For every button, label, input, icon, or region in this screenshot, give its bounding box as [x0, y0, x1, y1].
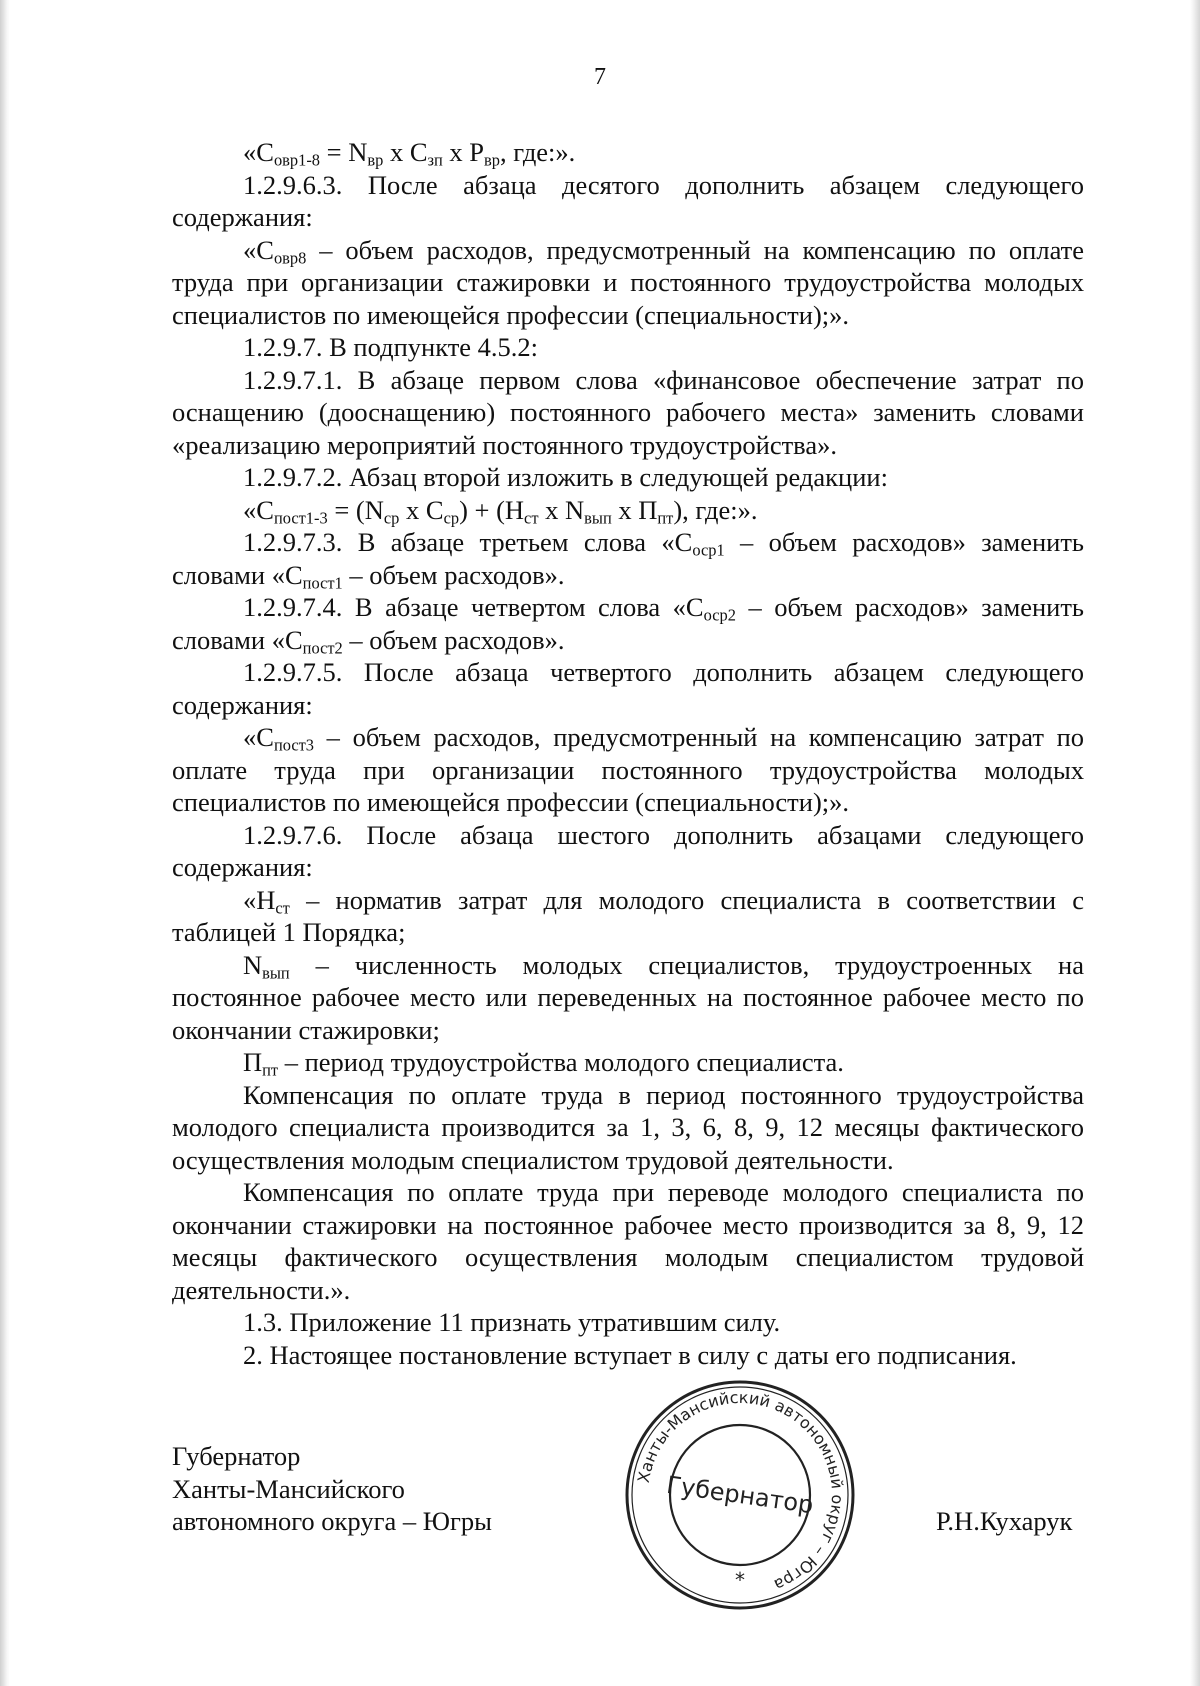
subscript: вр	[484, 150, 501, 170]
paragraph: 1.2.9.7.5. После абзаца четвертого дополнить абзацем следующего содержания:	[172, 657, 1084, 720]
subscript: вып	[262, 963, 290, 983]
paragraph: «$Н_{ст}$ – норматив затрат для молодого специалиста в соответствии с таблицей 1 Порядка;	[172, 884, 1084, 947]
seal-star-icon: *	[735, 1568, 745, 1592]
paragraph: «$С_{овр1-8} = N_{вр}$ x $С_{зп}$ x $Р_{вр}$, где:».	[243, 137, 576, 170]
subscript: ср	[383, 508, 400, 528]
official-seal	[620, 1375, 860, 1615]
subscript: ср	[443, 508, 460, 528]
signatory-position-line: Ханты-Мансийского	[172, 1473, 405, 1504]
paragraph: Компенсация по оплате труда при переводе молодого специалиста по окончании стажировки на постоянное рабочее место производится за 8, 9, 12 месяцы фактического осуществления молодым специалистом трудовой деятельности.».	[172, 1177, 1084, 1305]
paragraph: 1.2.9.7.4. В абзаце четвертом слова «$С_{оср2}$ – объем расходов» заменить словами «$С_{пост2}$ – объем расходов».	[172, 592, 1085, 658]
paragraph: «$С_{пост3}$ – объем расходов, предусмотренный на компенсацию затрат по оплате труда при организации постоянного трудоустройства молодых специалистов по имеющейся профессии (специальности);».	[172, 722, 1084, 817]
scan-edge-left	[0, 0, 10, 1686]
paragraph: 1.3. Приложение 11 признать утратившим силу.	[243, 1307, 781, 1337]
subscript: вып	[584, 508, 612, 528]
paragraph: 1.2.9.6.3. После абзаца десятого дополнить абзацем следующего содержания:	[172, 169, 1084, 232]
subscript: оср2	[703, 605, 736, 625]
paragraph: 1.2.9.7.1. В абзаце первом слова «финансовое обеспечение затрат по оснащению (дооснащению) постоянного рабочего места» заменить словами «реализацию мероприятий постоянного трудоустройства».	[172, 364, 1084, 460]
document-body	[172, 136, 1084, 1371]
subscript: пт	[657, 508, 674, 528]
subscript: пт	[262, 1060, 279, 1080]
signatory-position	[172, 1440, 492, 1538]
seal-center-text: Губернатор	[664, 1470, 816, 1520]
paragraph: «$С_{пост1-3} = (N_{ср}$ x $С_{ср}) + (Н_{ст}$ x $N_{вып}$ x $П_{пт}$), где:».	[243, 494, 758, 528]
signatory-position-line: Губернатор	[172, 1441, 301, 1471]
signatory-name: Р.Н.Кухарук	[936, 1506, 1073, 1536]
subscript: пост1	[302, 573, 343, 593]
paragraph: $П_{пт}$ – период трудоустройства молодого специалиста.	[243, 1047, 844, 1080]
paragraph: 1.2.9.7.6. После абзаца шестого дополнить абзацами следующего содержания:	[172, 819, 1084, 882]
signatory-position-line: автономного округа – Югры	[172, 1506, 492, 1536]
subscript: пост1-3	[273, 508, 328, 528]
subscript: ст	[275, 898, 290, 918]
subscript: зп	[427, 150, 443, 170]
subscript: оср1	[692, 540, 725, 560]
paragraph: 2. Настоящее постановление вступает в силу с даты его подписания.	[243, 1339, 1017, 1370]
paragraph: $N_{вып}$ – численность молодых специалистов, трудоустроенных на постоянное рабочее место или переведенных на постоянное рабочее место по окончании стажировки;	[172, 949, 1084, 1045]
paragraph: 1.2.9.7. В подпункте 4.5.2:	[243, 332, 539, 362]
paragraph: Компенсация по оплате труда в период постоянного трудоустройства молодого специалиста производится за 1, 3, 6, 8, 9, 12 месяцы фактического осуществления молодым специалистом трудовой деятельности.	[172, 1079, 1084, 1175]
subscript: пост2	[302, 638, 343, 658]
subscript: овр1-8	[273, 150, 321, 170]
subscript: вр	[367, 150, 384, 170]
paragraph: 1.2.9.7.3. В абзаце третьем слова «$С_{оср1}$ – объем расходов» заменить словами «$С_{пост1}$ – объем расходов».	[172, 527, 1084, 593]
paragraph: 1.2.9.7.2. Абзац второй изложить в следующей редакции:	[243, 462, 888, 492]
subscript: пост3	[273, 735, 315, 755]
subscript: ст	[524, 508, 539, 528]
scan-edge-right	[1190, 0, 1200, 1686]
page-number: 7	[594, 64, 606, 90]
seal-ring-text: Ханты-Мансийский автономный округ – Югра	[633, 1387, 848, 1595]
subscript: овр8	[273, 248, 307, 268]
paragraph: «$С_{овр8}$ – объем расходов, предусмотренный на компенсацию по оплате труда при организации стажировки и постоянного трудоустройства молодых специалистов по имеющейся профессии (специальности);».	[172, 234, 1084, 330]
